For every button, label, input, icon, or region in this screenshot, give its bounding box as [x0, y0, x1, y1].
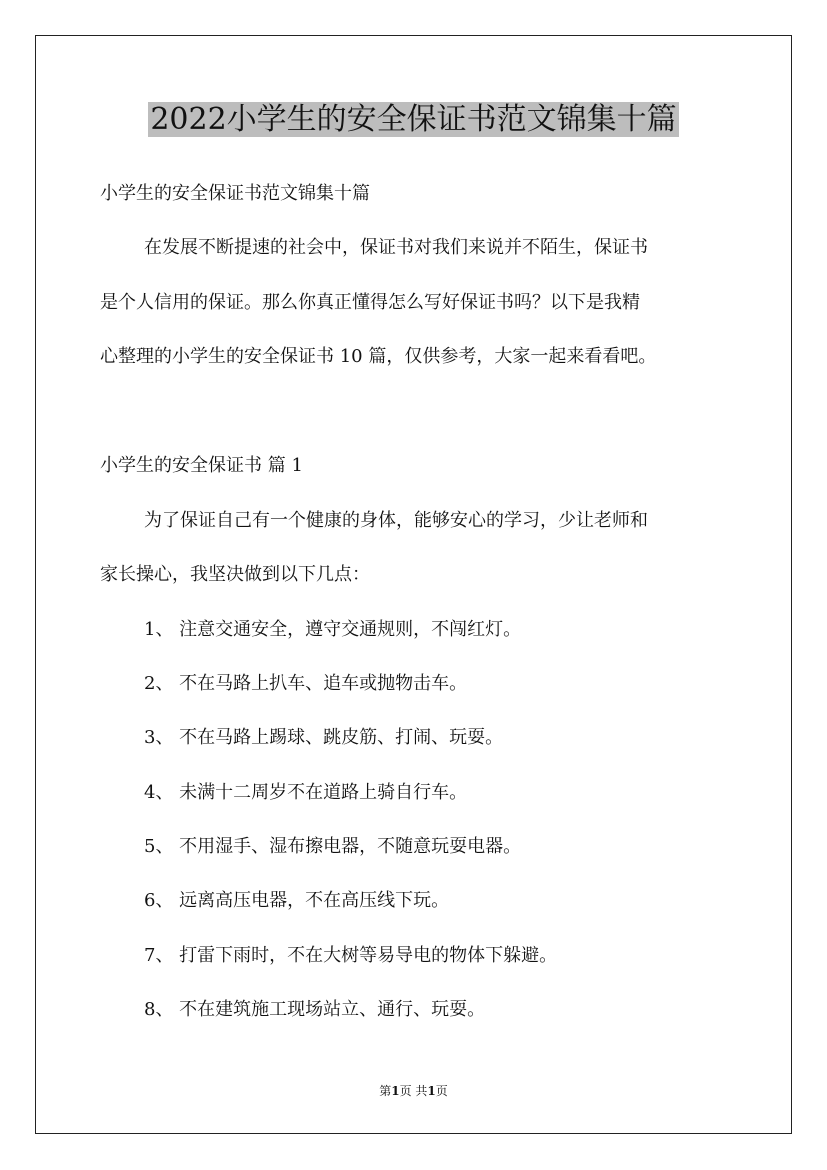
document-title-text: 2022小学生的安全保证书范文锦集十篇: [150, 102, 677, 137]
footer-page-total: 1: [427, 1084, 436, 1098]
document-title: [0, 97, 827, 143]
list-item: 4、 未满十二周岁不在道路上骑自行车。: [144, 782, 468, 803]
list-item: 1、 注意交通安全，遵守交通规则，不闯红灯。: [144, 619, 522, 640]
section-intro-line: 为了保证自己有一个健康的身体，能够安心的学习，少让老师和: [144, 510, 648, 531]
footer-page-suffix: 页: [435, 1084, 448, 1098]
list-item: 3、 不在马路上踢球、跳皮筋、打闹、玩耍。: [144, 727, 504, 748]
page-footer: [0, 1083, 827, 1099]
section-heading: 小学生的安全保证书 篇 1: [100, 455, 303, 476]
list-item: 2、 不在马路上扒车、追车或抛物击车。: [144, 673, 468, 694]
list-item: 6、 远离高压电器，不在高压线下玩。: [144, 890, 450, 911]
list-item: 8、 不在建筑施工现场站立、通行、玩耍。: [144, 999, 486, 1020]
footer-page-prefix: 第: [379, 1084, 392, 1098]
footer-page-current: 1: [391, 1084, 400, 1098]
footer-page-mid: 页 共: [399, 1084, 428, 1098]
list-item: 5、 不用湿手、湿布擦电器，不随意玩耍电器。: [144, 836, 522, 857]
list-item: 7、 打雷下雨时，不在大树等易导电的物体下躲避。: [144, 945, 558, 966]
intro-line: 在发展不断提速的社会中，保证书对我们来说并不陌生，保证书: [144, 237, 648, 258]
document-subtitle: 小学生的安全保证书范文锦集十篇: [100, 183, 370, 204]
intro-line: 心整理的小学生的安全保证书 10 篇，仅供参考，大家一起来看看吧。: [100, 346, 657, 367]
section-intro-line: 家长操心，我坚决做到以下几点：: [100, 564, 370, 585]
intro-line: 是个人信用的保证。那么你真正懂得怎么写好保证书吗？以下是我精: [100, 292, 640, 313]
